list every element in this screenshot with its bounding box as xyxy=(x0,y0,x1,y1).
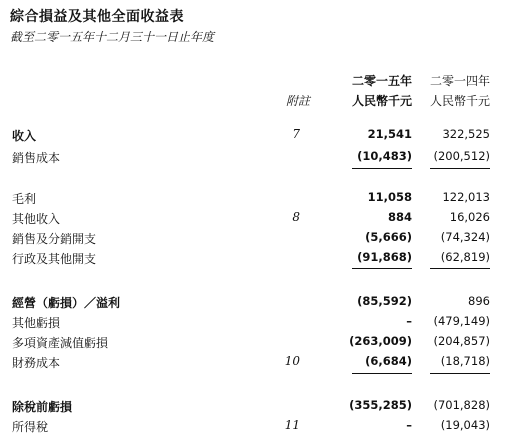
row-note: 8 xyxy=(292,210,300,224)
row-value-2014: 322,525 xyxy=(442,127,490,141)
row-operating-result xyxy=(0,294,508,312)
row-value-2014: (19,043) xyxy=(440,418,490,432)
row-value-2014: 122,013 xyxy=(442,190,490,204)
header-note: 附註 xyxy=(285,94,310,108)
row-selling-expenses xyxy=(0,230,508,248)
subtotal-rule-2015 xyxy=(352,373,412,374)
subtotal-rule-2014 xyxy=(430,168,490,169)
row-label: 經營（虧損）／溢利 xyxy=(12,296,121,310)
row-admin-expenses xyxy=(0,250,508,268)
row-label: 毛利 xyxy=(12,192,37,206)
row-value-2014: (18,718) xyxy=(440,354,490,368)
row-value-2014: (204,857) xyxy=(433,334,490,348)
subtotal-rule-2015 xyxy=(352,268,412,269)
row-value-2014: (701,828) xyxy=(433,398,490,412)
row-revenue xyxy=(0,127,508,145)
row-cost-of-sales xyxy=(0,149,508,167)
row-gross-profit xyxy=(0,190,508,208)
row-other-losses xyxy=(0,314,508,332)
row-impairment-losses xyxy=(0,334,508,352)
row-value-2014: (62,819) xyxy=(440,250,490,264)
row-loss-before-tax xyxy=(0,398,508,416)
header-year-2015: 二零一五年 xyxy=(351,74,412,88)
row-value-2015: (10,483) xyxy=(357,149,412,163)
row-label: 行政及其他開支 xyxy=(12,252,97,266)
row-label: 多項資產減值虧損 xyxy=(12,336,109,350)
row-value-2015: (5,666) xyxy=(365,230,412,244)
subtotal-rule-2015 xyxy=(352,168,412,169)
row-label: 收入 xyxy=(12,129,37,143)
row-value-2014: 896 xyxy=(468,294,490,308)
row-note: 10 xyxy=(284,354,300,368)
row-value-2015: (91,868) xyxy=(357,250,412,264)
row-note: 11 xyxy=(284,418,300,432)
row-value-2014: (479,149) xyxy=(433,314,490,328)
row-value-2015: (6,684) xyxy=(365,354,412,368)
row-value-2015: (263,009) xyxy=(349,334,412,348)
row-label: 銷售及分銷開支 xyxy=(12,232,97,246)
statement-title: 綜合損益及其他全面收益表 xyxy=(10,9,184,25)
subtotal-rule-2014 xyxy=(430,268,490,269)
statement-subtitle: 截至二零一五年十二月三十一日止年度 xyxy=(10,30,215,44)
header-unit-2015: 人民幣千元 xyxy=(351,94,412,108)
row-label: 財務成本 xyxy=(12,356,61,370)
row-value-2015: 11,058 xyxy=(367,190,412,204)
row-value-2015: 21,541 xyxy=(367,127,412,141)
row-value-2014: 16,026 xyxy=(449,210,490,224)
header-unit-2014: 人民幣千元 xyxy=(429,94,490,108)
row-label: 銷售成本 xyxy=(12,151,61,165)
row-note: 7 xyxy=(292,127,300,141)
row-label: 所得稅 xyxy=(12,420,49,434)
row-value-2015: (85,592) xyxy=(357,294,412,308)
row-value-2015: – xyxy=(406,314,412,328)
row-value-2014: (200,512) xyxy=(433,149,490,163)
row-finance-costs xyxy=(0,354,508,372)
row-label: 其他收入 xyxy=(12,212,61,226)
row-value-2015: – xyxy=(406,418,412,432)
subtotal-rule-2014 xyxy=(430,373,490,374)
header-year-2014: 二零一四年 xyxy=(429,74,490,88)
row-value-2014: (74,324) xyxy=(440,230,490,244)
row-label: 除稅前虧損 xyxy=(12,400,73,414)
row-value-2015: 884 xyxy=(387,210,412,224)
row-other-income xyxy=(0,210,508,228)
row-income-tax xyxy=(0,418,508,436)
row-label: 其他虧損 xyxy=(12,316,61,330)
row-value-2015: (355,285) xyxy=(349,398,412,412)
